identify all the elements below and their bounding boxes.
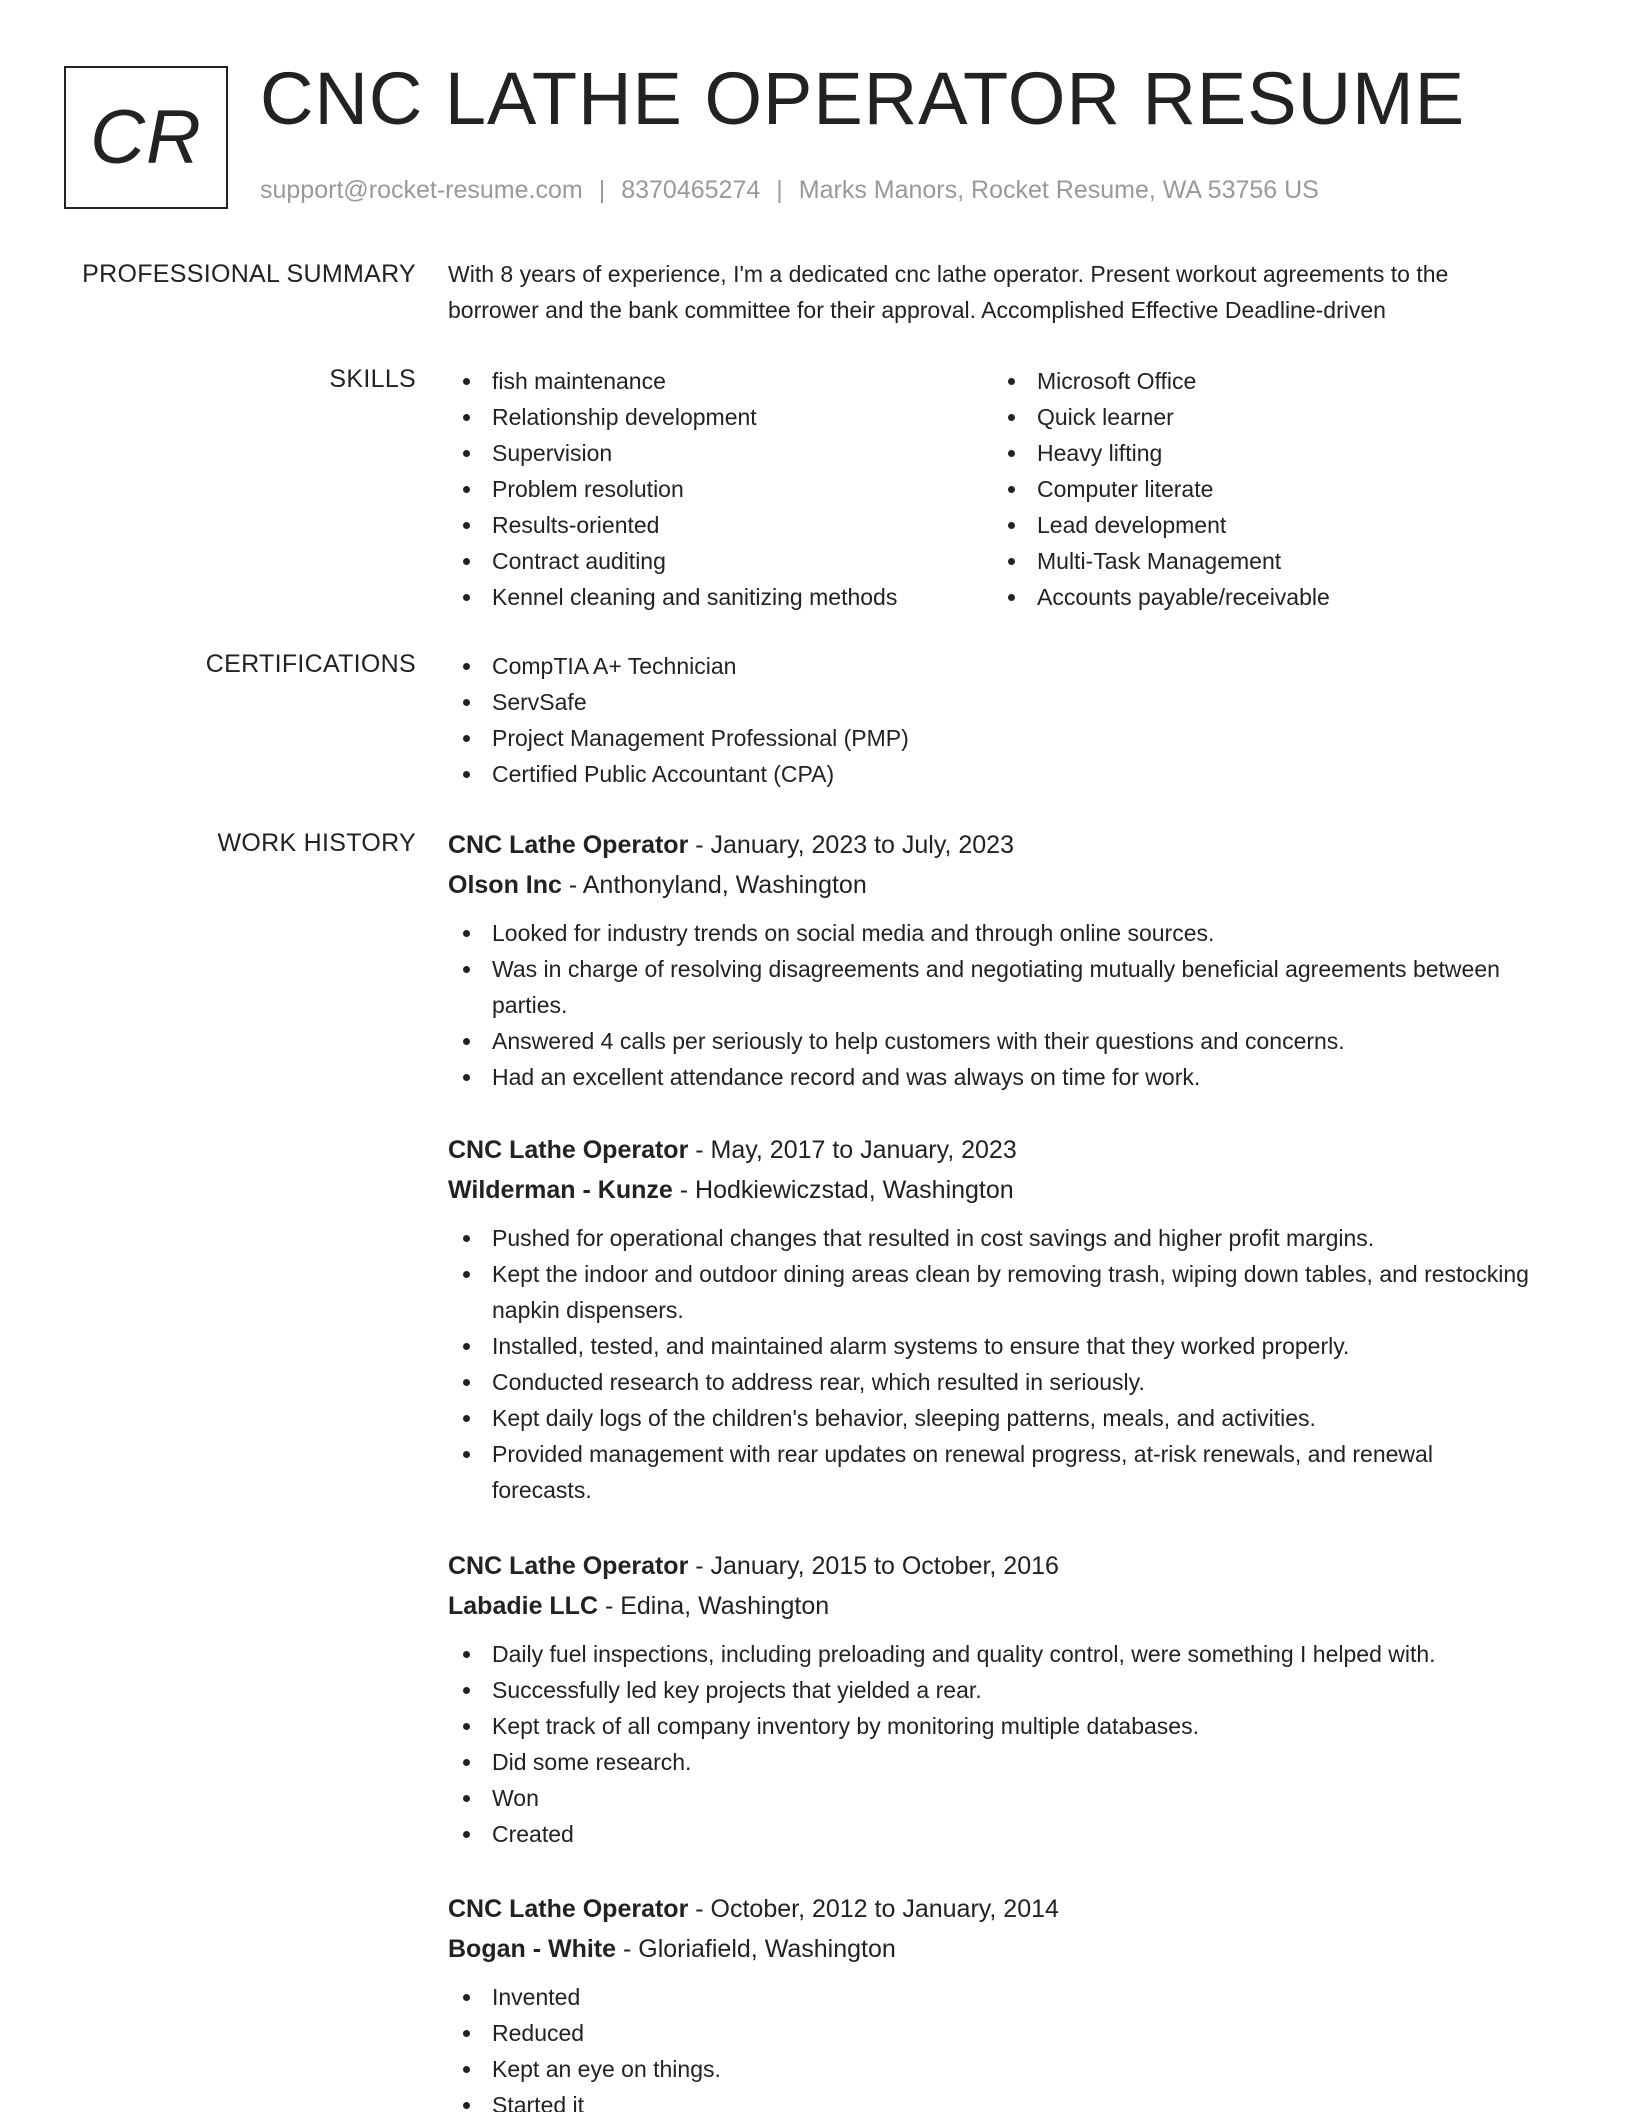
monogram-box (64, 66, 228, 209)
certifications-list (448, 648, 1538, 792)
list-item: Kennel cleaning and sanitizing methods (448, 579, 993, 615)
list-item: Looked for industry trends on social media and through online sources. (448, 915, 1538, 951)
list-item: Kept track of all company inventory by monitoring multiple databases. (448, 1708, 1538, 1744)
job-entry (448, 1130, 1538, 1508)
list-item: Quick learner (993, 399, 1538, 435)
contact-email: support@rocket-resume.com (260, 176, 583, 204)
list-item: Kept the indoor and outdoor dining areas clean by removing trash, wiping down tables, and restocking napkin dispensers. (448, 1256, 1538, 1328)
list-item: Certified Public Accountant (CPA) (448, 756, 1538, 792)
list-item: Provided management with rear updates on renewal progress, at-risk renewals, and renewal forecasts. (448, 1436, 1538, 1508)
job-location: - Edina, Washington (598, 1592, 830, 1620)
summary-text: With 8 years of experience, I'm a dedicated cnc lathe operator. Present workout agreements to the borrower and the bank committee for their approval. Accomplished Effective Deadline-driven (448, 261, 1449, 323)
job-company: Wilderman - Kunze (448, 1176, 673, 1204)
list-item: Daily fuel inspections, including preloading and quality control, were something I helped with. (448, 1636, 1538, 1672)
job-company-line (448, 1170, 1538, 1210)
job-company: Bogan - White (448, 1935, 617, 1963)
summary-body (448, 256, 1538, 328)
work-history-heading: WORK HISTORY (217, 829, 416, 857)
list-item: Problem resolution (448, 471, 993, 507)
job-location: - Anthonyland, Washington (561, 871, 867, 899)
job-company: Olson Inc (448, 871, 562, 899)
list-item: Project Management Professional (PMP) (448, 720, 1538, 756)
list-item: Pushed for operational changes that resulted in cost savings and higher profit margins. (448, 1220, 1538, 1256)
list-item: Supervision (448, 435, 993, 471)
job-dates: - October, 2012 to January, 2014 (688, 1895, 1059, 1923)
job-dates: - January, 2015 to October, 2016 (688, 1552, 1059, 1580)
list-item: Relationship development (448, 399, 993, 435)
list-item: Kept daily logs of the children's behavior, sleeping patterns, meals, and activities. (448, 1400, 1538, 1436)
skills-body (448, 363, 1538, 615)
summary-heading: PROFESSIONAL SUMMARY (82, 260, 416, 288)
job-title: CNC Lathe Operator (448, 1895, 689, 1923)
job-company: Labadie LLC (448, 1592, 599, 1620)
job-title: CNC Lathe Operator (448, 1552, 689, 1580)
job-entry (448, 1889, 1538, 2112)
list-item: Conducted research to address rear, which resulted in seriously. (448, 1364, 1538, 1400)
job-company-line (448, 1586, 1538, 1626)
certifications-body (448, 648, 1538, 792)
list-item: Results-oriented (448, 507, 993, 543)
job-company-line (448, 865, 1538, 905)
job-title-line (448, 1889, 1538, 1929)
job-entry (448, 825, 1538, 1095)
contact-separator: | (776, 176, 783, 204)
list-item: Microsoft Office (993, 363, 1538, 399)
job-dates: - May, 2017 to January, 2023 (688, 1136, 1017, 1164)
contact-line (260, 176, 1319, 205)
skills-list-right (993, 363, 1538, 615)
list-item: Reduced (448, 2015, 1538, 2051)
list-item: Computer literate (993, 471, 1538, 507)
contact-address: Marks Manors, Rocket Resume, WA 53756 US (798, 176, 1319, 204)
job-dates: - January, 2023 to July, 2023 (688, 831, 1014, 859)
list-item: Created (448, 1816, 1538, 1852)
contact-separator: | (598, 176, 606, 204)
job-location: - Gloriafield, Washington (616, 1935, 896, 1963)
job-title: CNC Lathe Operator (448, 831, 689, 859)
skills-heading: SKILLS (329, 365, 416, 393)
job-duties-list (448, 915, 1538, 1095)
job-title-line (448, 1130, 1538, 1170)
job-duties-list (448, 1220, 1538, 1508)
list-item: Successfully led key projects that yielded a rear. (448, 1672, 1538, 1708)
skills-list-left (448, 363, 993, 615)
job-duties-list (448, 1636, 1538, 1852)
list-item: CompTIA A+ Technician (448, 648, 1538, 684)
list-item: Contract auditing (448, 543, 993, 579)
job-duties-list (448, 1979, 1538, 2112)
list-item: Won (448, 1780, 1538, 1816)
list-item: Multi-Task Management (993, 543, 1538, 579)
job-location: - Hodkiewiczstad, Washington (672, 1176, 1014, 1204)
job-title-line (448, 825, 1538, 865)
monogram-initials: CR (90, 95, 202, 180)
list-item: Started it (448, 2087, 1538, 2112)
list-item: Lead development (993, 507, 1538, 543)
list-item: Accounts payable/receivable (993, 579, 1538, 615)
list-item: Heavy lifting (993, 435, 1538, 471)
list-item: Did some research. (448, 1744, 1538, 1780)
list-item: Had an excellent attendance record and was always on time for work. (448, 1059, 1538, 1095)
resume-title: CNC LATHE OPERATOR RESUME (260, 57, 1466, 140)
list-item: Answered 4 calls per seriously to help customers with their questions and concerns. (448, 1023, 1538, 1059)
list-item: Installed, tested, and maintained alarm systems to ensure that they worked properly. (448, 1328, 1538, 1364)
list-item: Kept an eye on things. (448, 2051, 1538, 2087)
certifications-heading: CERTIFICATIONS (205, 650, 416, 678)
list-item: ServSafe (448, 684, 1538, 720)
job-title: CNC Lathe Operator (448, 1136, 689, 1164)
job-title-line (448, 1546, 1538, 1586)
list-item: Invented (448, 1979, 1538, 2015)
contact-phone: 8370465274 (621, 176, 761, 204)
job-company-line (448, 1929, 1538, 1969)
list-item: Was in charge of resolving disagreements and negotiating mutually beneficial agreements between parties. (448, 951, 1538, 1023)
job-entry (448, 1546, 1538, 1852)
list-item: fish maintenance (448, 363, 993, 399)
